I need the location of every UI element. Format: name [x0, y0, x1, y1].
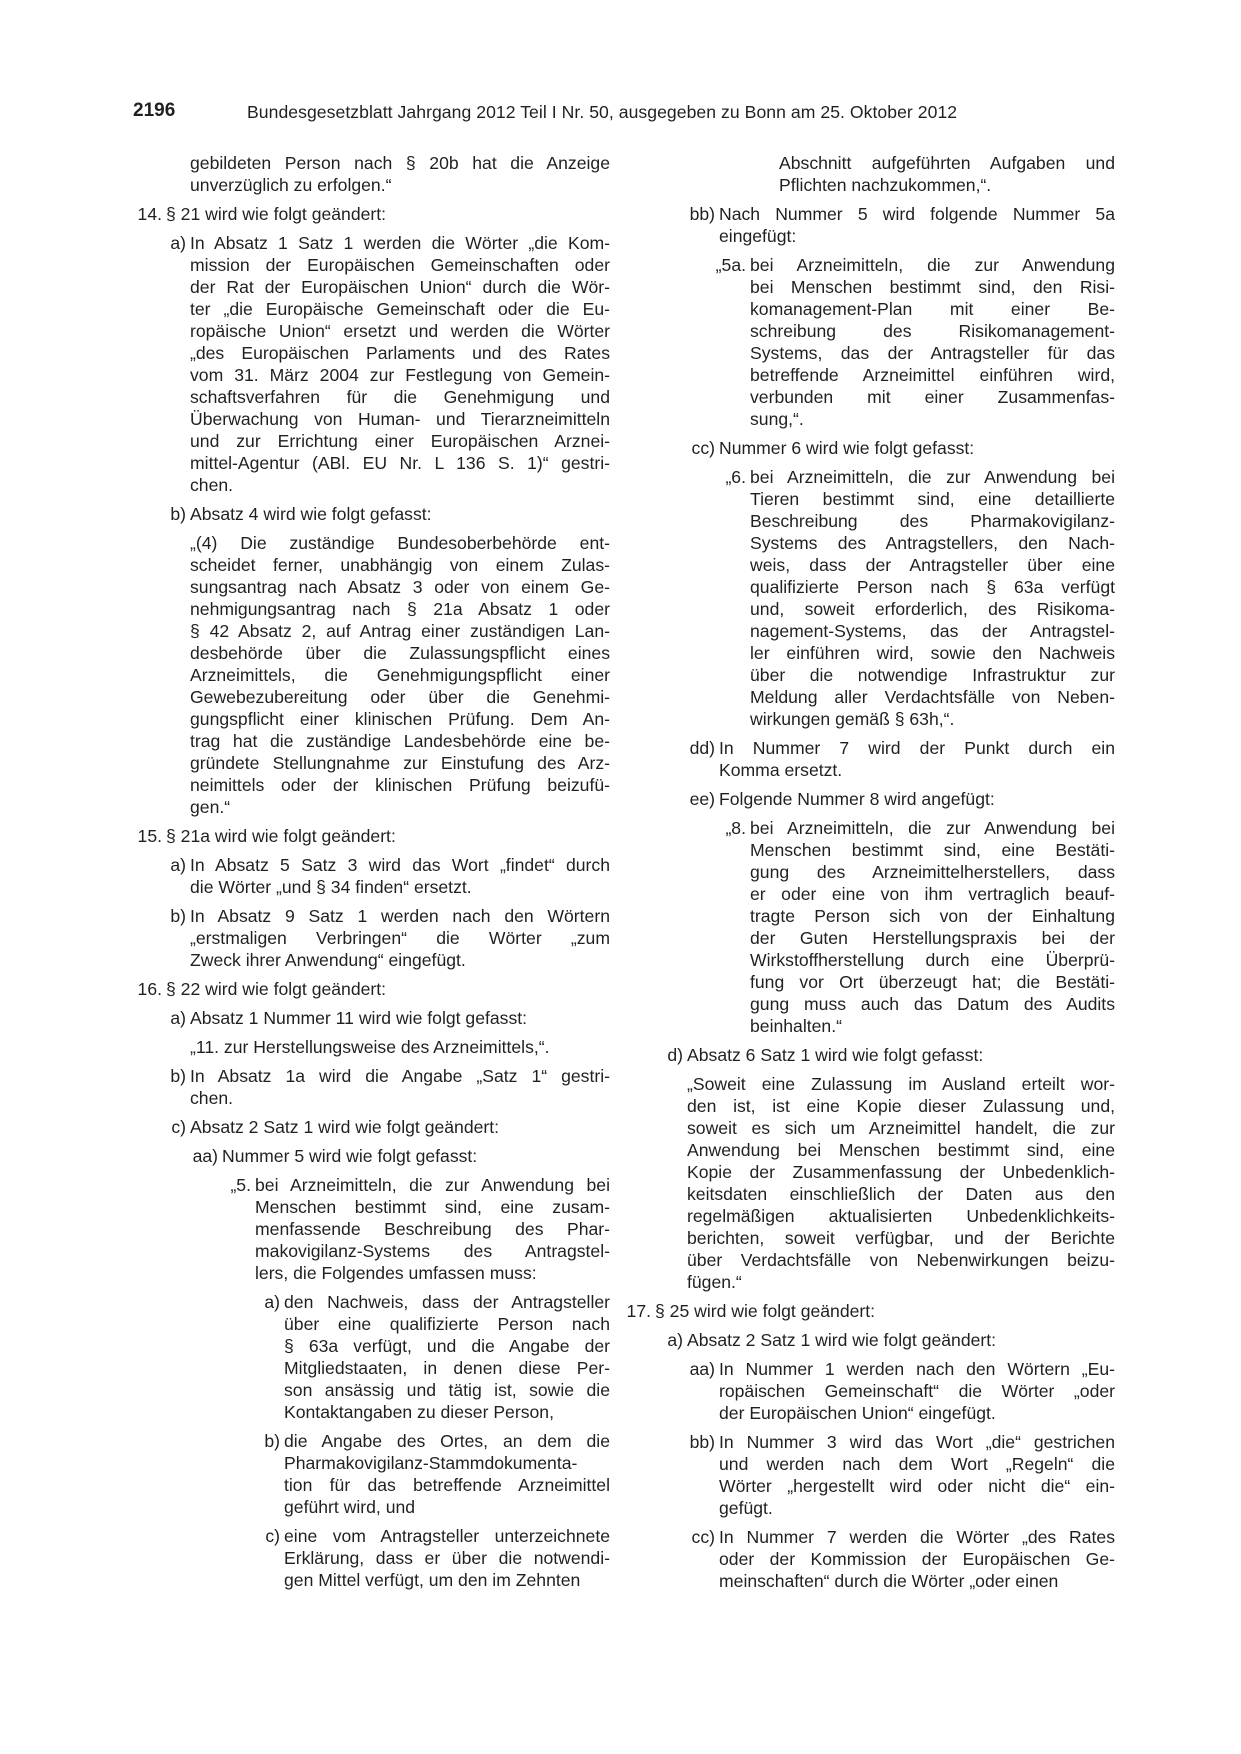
- text-line: Anwendung bei Menschen bestimmt sind, eine: [687, 1140, 1115, 1160]
- text-line: oder der Kommission der Europäischen Ge-: [719, 1549, 1115, 1569]
- list-marker: b): [170, 906, 186, 926]
- paragraph: [134, 1145, 610, 1167]
- text-line: berichten, soweit verfügbar, und der Berichte: [687, 1228, 1115, 1248]
- text-line: Beschreibung des Pharmakovigilanz-: [750, 511, 1115, 531]
- paragraph: [655, 1358, 1115, 1424]
- text-line: In Absatz 1a wird die Angabe „Satz 1“ gestri-: [190, 1066, 610, 1086]
- text-line: geführt wird, und: [284, 1497, 416, 1517]
- list-marker: 16.: [137, 979, 162, 999]
- text-line: bei Arzneimitteln, die zur Anwendung: [750, 255, 1115, 275]
- paragraph: [134, 905, 610, 971]
- text-line: In Absatz 5 Satz 3 wird das Wort „findet“ durch: [190, 855, 610, 875]
- paragraph: [655, 437, 1115, 459]
- paragraph: [655, 1073, 1115, 1293]
- text-line: trag hat die zuständige Landesbehörde eine be-: [190, 731, 610, 751]
- right-text-column: [626, 152, 1115, 1599]
- text-line: In Nummer 1 werden nach den Wörtern „Eu-: [719, 1359, 1115, 1379]
- text-line: Komma ersetzt.: [719, 760, 843, 780]
- text-line: Erklärung, dass er über die notwendi-: [284, 1548, 610, 1568]
- text-line: Tieren bestimmt sind, eine detaillierte: [750, 489, 1115, 509]
- text-line: sungsantrag nach Absatz 3 oder von einem Ge-: [190, 577, 610, 597]
- paragraph: [655, 817, 1115, 1037]
- text-line: bei Arzneimitteln, die zur Anwendung bei: [750, 818, 1115, 838]
- text-line: schreibung des Risikomanagement-: [750, 321, 1115, 341]
- text-line: den Nachweis, dass der Antragsteller: [284, 1292, 610, 1312]
- text-line: bei Arzneimitteln, die zur Anwendung bei: [255, 1175, 610, 1195]
- list-marker: c): [171, 1117, 186, 1137]
- text-line: Nach Nummer 5 wird folgende Nummer 5a: [719, 204, 1115, 224]
- text-line: Abschnitt aufgeführten Aufgaben und: [779, 153, 1115, 173]
- paragraph: [626, 1300, 1115, 1322]
- text-line: Menschen bestimmt sind, eine Bestäti-: [750, 840, 1115, 860]
- paragraph: [655, 254, 1115, 430]
- text-line: regelmäßigen aktualisierten Unbedenklichkeits-: [687, 1206, 1115, 1226]
- list-marker: c): [265, 1526, 280, 1546]
- text-line: die Angabe des Ortes, an dem die: [284, 1431, 610, 1451]
- text-line: menfassende Beschreibung des Phar-: [255, 1219, 610, 1239]
- paragraph: [134, 152, 610, 196]
- text-line: die Wörter „und § 34 finden“ ersetzt.: [190, 877, 472, 897]
- paragraph: [134, 203, 610, 225]
- text-line: In Absatz 9 Satz 1 werden nach den Wörtern: [190, 906, 610, 926]
- text-line: eingefügt:: [719, 226, 797, 246]
- text-line: vom 31. März 2004 zur Festlegung von Gemein-: [190, 365, 610, 385]
- text-line: son ansässig und tätig ist, sowie die: [284, 1380, 610, 1400]
- text-line: gung des Arzneimittelherstellers, dass: [750, 862, 1115, 882]
- text-line: Systems des Antragstellers, den Nach-: [750, 533, 1115, 553]
- text-line: neimittels oder der klinischen Prüfung beizufü-: [190, 775, 610, 795]
- text-line: „(4) Die zuständige Bundesoberbehörde ent-: [190, 533, 610, 553]
- text-line: ropäischen Gemeinschaft“ die Wörter „oder: [719, 1381, 1115, 1401]
- paragraph: [134, 1065, 610, 1109]
- text-line: unverzüglich zu erfolgen.“: [190, 175, 392, 195]
- text-line: gründete Stellungnahme zur Einstufung des Arz-: [190, 753, 610, 773]
- text-line: gen.“: [190, 797, 231, 817]
- paragraph: [655, 788, 1115, 810]
- text-line: Absatz 2 Satz 1 wird wie folgt geändert:: [190, 1117, 500, 1137]
- list-marker: a): [667, 1330, 683, 1350]
- text-line: Kontaktangaben zu dieser Person,: [284, 1402, 554, 1422]
- text-line: § 63a verfügt, und die Angabe der: [284, 1336, 610, 1356]
- paragraph: [134, 1291, 610, 1423]
- text-line: soweit es sich um Arzneimittel handelt, die zur: [687, 1118, 1115, 1138]
- text-line: „11. zur Herstellungsweise des Arzneimittels,“.: [190, 1037, 550, 1057]
- list-marker: a): [170, 1008, 186, 1028]
- text-line: der Europäischen Union“ eingefügt.: [719, 1403, 996, 1423]
- text-line: gungspflicht einer klinischen Prüfung. Dem An-: [190, 709, 610, 729]
- paragraph: [134, 1116, 610, 1138]
- paragraph: [655, 1329, 1115, 1351]
- list-marker: a): [170, 233, 186, 253]
- text-line: verbunden mit einer Zusammenfas-: [750, 387, 1115, 407]
- text-line: keitsdaten einschließlich der Daten aus den: [687, 1184, 1115, 1204]
- text-line: der Rat der Europäischen Union“ durch die Wör-: [190, 277, 610, 297]
- paragraph: [134, 532, 610, 818]
- list-marker: 14.: [137, 204, 162, 224]
- text-line: eine vom Antragsteller unterzeichnete: [284, 1526, 610, 1546]
- text-line: über eine qualifizierte Person nach: [284, 1314, 610, 1334]
- text-line: Arzneimittels, die Genehmigungspflicht einer: [190, 665, 610, 685]
- text-line: nagement-Systems, das der Antragstel-: [750, 621, 1115, 641]
- text-line: gen Mittel verfügt, um den im Zehnten: [284, 1570, 581, 1590]
- paragraph: [134, 978, 610, 1000]
- text-line: gung muss auch das Datum des Audits: [750, 994, 1115, 1014]
- text-line: fung vor Ort überzeugt hat; die Bestäti-: [750, 972, 1115, 992]
- list-marker: ee): [689, 789, 715, 809]
- text-line: chen.: [190, 1088, 234, 1108]
- text-line: bei Menschen bestimmt sind, den Risi-: [750, 277, 1115, 297]
- text-line: über Verdachtsfälle von Nebenwirkungen beizu-: [687, 1250, 1115, 1270]
- paragraph: [655, 737, 1115, 781]
- text-line: scheidet ferner, unabhängig von einem Zulas-: [190, 555, 610, 575]
- list-marker: a): [264, 1292, 280, 1312]
- list-marker: bb): [689, 204, 715, 224]
- text-line: über die notwendige Infrastruktur zur: [750, 665, 1115, 685]
- text-line: ter „die Europäische Gemeinschaft oder die Eu-: [190, 299, 610, 319]
- text-line: lers, die Folgendes umfassen muss:: [255, 1263, 537, 1283]
- left-text-column: [134, 152, 610, 1598]
- text-line: fügen.“: [687, 1272, 742, 1292]
- text-line: Pflichten nachzukommen,“.: [779, 175, 992, 195]
- list-marker: dd): [689, 738, 715, 758]
- text-line: Wörter „hergestellt wird oder nicht die“ ein-: [719, 1476, 1115, 1496]
- list-marker: a): [170, 855, 186, 875]
- list-marker: b): [170, 504, 186, 524]
- text-line: Mitgliedstaaten, in denen diese Per-: [284, 1358, 610, 1378]
- text-line: Pharmakovigilanz-Stammdokumenta-: [284, 1453, 578, 1473]
- paragraph: [134, 503, 610, 525]
- page-number: 2196: [133, 100, 176, 121]
- paragraph: [134, 1525, 610, 1591]
- list-marker: b): [264, 1431, 280, 1451]
- list-marker: aa): [689, 1359, 715, 1379]
- text-line: Absatz 2 Satz 1 wird wie folgt geändert:: [687, 1330, 997, 1350]
- text-line: schaftsverfahren für die Genehmigung und: [190, 387, 610, 407]
- text-line: mission der Europäischen Gemeinschaften oder: [190, 255, 610, 275]
- text-line: Meldung aller Verdachtsfälle von Neben-: [750, 687, 1115, 707]
- list-marker: 17.: [626, 1301, 651, 1321]
- text-line: Wirkstoffherstellung durch eine Überprü-: [750, 950, 1115, 970]
- text-line: wirkungen gemäß § 63h,“.: [750, 709, 955, 729]
- list-marker: „5.: [230, 1175, 251, 1195]
- text-line: weis, dass der Antragsteller über eine: [750, 555, 1115, 575]
- paragraph: [655, 466, 1115, 730]
- text-line: komanagement-Plan mit einer Be-: [750, 299, 1115, 319]
- list-marker: „6.: [725, 467, 746, 487]
- text-line: In Nummer 7 wird der Punkt durch ein: [719, 738, 1115, 758]
- list-marker: „5a.: [715, 255, 746, 275]
- page-header-title: Bundesgesetzblatt Jahrgang 2012 Teil I Nr. 50, ausgegeben zu Bonn am 25. Oktober 2012: [247, 102, 958, 122]
- text-line: Zweck ihrer Anwendung“ eingefügt.: [190, 950, 466, 970]
- text-line: beinhalten.“: [750, 1016, 842, 1036]
- list-marker: b): [170, 1066, 186, 1086]
- paragraph: [134, 1036, 610, 1058]
- list-marker: bb): [689, 1432, 715, 1452]
- text-line: ler einführen wird, sowie den Nachweis: [750, 643, 1115, 663]
- text-line: den ist, ist eine Kopie dieser Zulassung und,: [687, 1096, 1115, 1116]
- text-line: betreffende Arzneimittel einführen wird,: [750, 365, 1115, 385]
- text-line: er oder eine von ihm vertraglich beauf-: [750, 884, 1115, 904]
- text-line: mittel-Agentur (ABl. EU Nr. L 136 S. 1)“ gestri-: [190, 453, 610, 473]
- paragraph: [134, 854, 610, 898]
- paragraph: [134, 1174, 610, 1284]
- paragraph: [655, 1431, 1115, 1519]
- text-line: nehmigungsantrag nach § 21a Absatz 1 oder: [190, 599, 610, 619]
- text-line: meinschaften“ durch die Wörter „oder einen: [719, 1571, 1059, 1591]
- text-line: gefügt.: [719, 1498, 773, 1518]
- text-line: Gewebezubereitung oder über die Genehmi-: [190, 687, 610, 707]
- text-line: und, soweit erforderlich, des Risikoma-: [750, 599, 1115, 619]
- paragraph: [655, 1044, 1115, 1066]
- paragraph: [655, 203, 1115, 247]
- paragraph: [134, 1430, 610, 1518]
- text-line: § 21 wird wie folgt geändert:: [166, 204, 387, 224]
- list-marker: cc): [691, 1527, 715, 1547]
- text-line: „des Europäischen Parlaments und des Rates: [190, 343, 610, 363]
- text-line: desbehörde über die Zulassungspflicht eines: [190, 643, 610, 663]
- text-line: und zur Errichtung einer Europäischen Arznei-: [190, 431, 610, 451]
- list-marker: „8.: [725, 818, 746, 838]
- text-line: Überwachung von Human- und Tierarzneimitteln: [190, 409, 610, 429]
- text-line: gebildeten Person nach § 20b hat die Anzeige: [190, 153, 610, 173]
- text-line: § 25 wird wie folgt geändert:: [655, 1301, 876, 1321]
- paragraph: [655, 1526, 1115, 1592]
- text-line: der Guten Herstellungspraxis bei der: [750, 928, 1115, 948]
- text-line: „erstmaligen Verbringen“ die Wörter „zum: [190, 928, 610, 948]
- text-line: Nummer 5 wird wie folgt gefasst:: [222, 1146, 478, 1166]
- text-line: In Absatz 1 Satz 1 werden die Wörter „die Kom-: [190, 233, 610, 253]
- text-line: qualifizierte Person nach § 63a verfügt: [750, 577, 1115, 597]
- text-line: In Nummer 3 wird das Wort „die“ gestrichen: [719, 1432, 1115, 1452]
- text-line: § 21a wird wie folgt geändert:: [166, 826, 396, 846]
- paragraph: [655, 152, 1115, 196]
- text-line: Systems, das der Antragsteller für das: [750, 343, 1115, 363]
- text-line: und werden nach dem Wort „Regeln“ die: [719, 1454, 1115, 1474]
- text-line: Nummer 6 wird wie folgt gefasst:: [719, 438, 975, 458]
- paragraph: [134, 232, 610, 496]
- text-line: Folgende Nummer 8 wird angefügt:: [719, 789, 995, 809]
- text-line: chen.: [190, 475, 234, 495]
- text-line: makovigilanz-Systems des Antragstel-: [255, 1241, 610, 1261]
- text-line: Kopie der Zusammenfassung der Unbedenklich-: [687, 1162, 1115, 1182]
- text-line: Menschen bestimmt sind, eine zusam-: [255, 1197, 610, 1217]
- text-line: bei Arzneimitteln, die zur Anwendung bei: [750, 467, 1115, 487]
- paragraph: [134, 1007, 610, 1029]
- list-marker: d): [667, 1045, 683, 1065]
- text-line: tion für das betreffende Arzneimittel: [284, 1475, 610, 1495]
- text-line: sung,“.: [750, 409, 804, 429]
- text-line: ropäische Union“ ersetzt und werden die Wörter: [190, 321, 610, 341]
- text-line: tragte Person sich von der Einhaltung: [750, 906, 1115, 926]
- list-marker: 15.: [137, 826, 162, 846]
- list-marker: cc): [691, 438, 715, 458]
- paragraph: [134, 825, 610, 847]
- text-line: In Nummer 7 werden die Wörter „des Rates: [719, 1527, 1115, 1547]
- text-line: Absatz 6 Satz 1 wird wie folgt gefasst:: [687, 1045, 984, 1065]
- text-line: § 22 wird wie folgt geändert:: [166, 979, 387, 999]
- text-line: Absatz 4 wird wie folgt gefasst:: [190, 504, 432, 524]
- list-marker: aa): [192, 1146, 218, 1166]
- text-line: Absatz 1 Nummer 11 wird wie folgt gefasst:: [190, 1008, 528, 1028]
- text-line: § 42 Absatz 2, auf Antrag einer zuständigen Lan-: [190, 621, 610, 641]
- text-line: „Soweit eine Zulassung im Ausland erteilt wor-: [687, 1074, 1115, 1094]
